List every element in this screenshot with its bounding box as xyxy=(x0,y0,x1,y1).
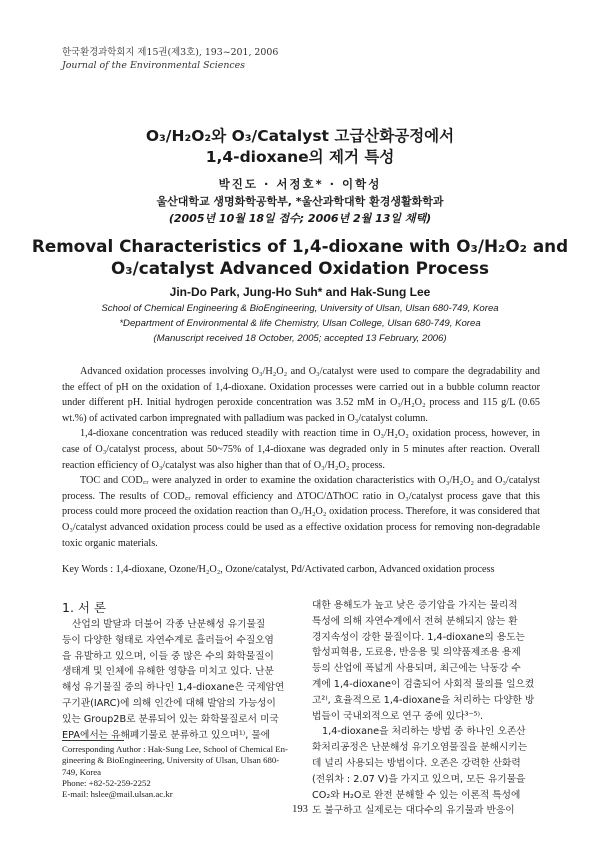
body-line: 1,4-dioxane을 처리하는 방법 중 하나인 오존산 xyxy=(322,726,526,738)
abstract-paragraph-3: TOC and COD꜀ᵣ were analyzed in order to examine the oxidation characteristics with O₃/H₂O₂ and O₃/catalyst process. The results of COD꜀ᵣ removal efficiency and ΔTOC/ΔThOC ratio in O₃/catalyst process gave that this process could more proceed the oxidation reaction than O₃/H₂O₂ oxidation process. Therefore, it was considered that O₃/catalyst advanced oxidation process could be used as a effective oxidation process for removing non-degradable toxic organic materials. xyxy=(62,475,540,549)
body-line: 을 유발하고 있으며, 이들 중 많은 수의 화학물질이 xyxy=(62,650,274,662)
title-en-line1: Removal Characteristics of 1,4-dioxane with O₃/H₂O₂ and xyxy=(31,236,569,256)
body-line: 계에 1,4-dioxane이 검출되어 사회적 물의를 일으켰 xyxy=(312,678,535,690)
body-line: 화처리공정은 난분해성 유기오염물질을 분해시키는 xyxy=(312,742,528,754)
body-line: 데 널리 사용되는 방법이다. 오존은 강력한 산화력 xyxy=(312,757,521,769)
keywords: Key Words : 1,4-dioxane, Ozone/H₂O₂, Ozone/catalyst, Pd/Activated carbon, Advanced oxidation process xyxy=(62,564,495,575)
body-line: 있는 Group2B로 분류되어 있는 화학물질로서 미국 xyxy=(62,713,279,725)
body-line: 등의 산업에 폭넓게 사용되며, 최근에는 낙동강 수 xyxy=(312,663,521,675)
dates-ko: (2005년 10월 18일 접수; 2006년 2월 13일 채택) xyxy=(168,212,432,225)
body-line: 생태계 및 인체에 유해한 영향을 미치고 있다. 난분 xyxy=(62,666,274,678)
body-column-right xyxy=(312,598,542,819)
body-line: EPA에서는 유해폐기물로 분류하고 있으며¹⁾, 물에 xyxy=(62,729,271,741)
body-line: 법들이 국내외적으로 연구 중에 있다³⁻⁵⁾. xyxy=(312,710,484,722)
abstract-paragraph-1: Advanced oxidation processes involving O₃/H₂O₂ and O₃/catalyst were used to compare the degradability and the effect of pH on the oxidation of 1,4-dioxane. Oxidation processes were carried out in a bubble column reactor under different pH. Initial hydrogen peroxide concentration was 3.52 mM in O₃/H₂O₂ process and 115 g/L (0.65 wt.%) of activated carbon impregnated with palladium was packed in O₃/catalyst column. xyxy=(62,366,540,424)
title-ko-line2: 1,4-dioxane의 제거 특성 xyxy=(205,148,395,166)
body-line: 특성에 의해 자연수계에서 전혀 분해되지 않는 환 xyxy=(312,615,518,627)
authors-ko: 박진도 · 서정호* · 이학성 xyxy=(218,177,382,191)
title-en-line2: O₃/catalyst Advanced Oxidation Process xyxy=(111,258,489,278)
body-line: 경지속성이 강한 물질이다. 1,4-dioxane의 용도는 xyxy=(312,631,525,643)
body-line: 구기관(IARC)에 의해 인간에 대해 발암의 가능성이 xyxy=(62,697,276,709)
title-ko-line1: O₃/H₂O₂와 O₃/Catalyst 고급산화공정에서 xyxy=(145,127,455,145)
footnote-divider xyxy=(62,740,124,741)
manuscript-dates: (Manuscript received 18 October, 2005; accepted 13 February, 2006) xyxy=(153,333,447,344)
page-number: 193 xyxy=(292,804,308,815)
body-line: CO₂와 H₂O로 완전 분해할 수 있는 이론적 특성에 xyxy=(312,789,521,801)
body-line: (전위차 : 2.07 V)을 가지고 있으며, 모든 유기물을 xyxy=(312,773,526,785)
journal-citation: 한국환경과학회지 제15권(제3호), 193~201, 2006 xyxy=(62,47,279,58)
body-line: 등이 다양한 형태로 자연수계로 흘러들어 수질오염 xyxy=(62,634,274,646)
body-column-left xyxy=(62,617,292,743)
abstract xyxy=(62,364,540,551)
body-line: 해성 유기물질 중의 하나인 1,4-dioxane은 국제암연 xyxy=(62,682,285,694)
affiliation-en-2: *Department of Environmental & life Chemistry, Ulsan College, Ulsan 680-749, Korea xyxy=(119,318,481,329)
authors-en: Jin-Do Park, Jung-Ho Suh* and Hak-Sung Lee xyxy=(169,285,431,299)
body-line: 도 불구하고 실제로는 대다수의 유기물과 반응이 xyxy=(312,805,515,817)
corresponding-author-footnote: Corresponding Author : Hak-Sung Lee, School of Chemical En- gineering & BioEngineering, University of Ulsan, Ulsan 680- 749, Korea Phone: +82-52-259-2252 E-mail: hslee@mail.ulsan.ac.kr xyxy=(62,744,288,800)
body-line: 고²⁾, 효율적으로 1,4-dioxane을 처리하는 다양한 방 xyxy=(312,694,535,706)
journal-name: Journal of the Environmental Sciences xyxy=(62,60,245,71)
affiliation-en-1: School of Chemical Engineering & BioEngineering, University of Ulsan, Ulsan 680-749, Korea xyxy=(101,303,499,314)
body-line: 합성피혁용, 도료용, 반응용 및 의약품제조용 용제 xyxy=(312,647,521,659)
section-heading-introduction: 1. 서 론 xyxy=(62,600,107,615)
journal-header xyxy=(62,46,278,72)
abstract-paragraph-2: 1,4-dioxane concentration was reduced steadily with reaction time in O₃/H₂O₂ oxidation process, however, in case of O₃/catalyst process, about 50~75% of 1,4-dioxane was degraded only in 5 minutes after reaction. Overall reaction efficiency of O₃/catalyst was also higher than that of O₃/H₂O₂ process. xyxy=(62,428,540,471)
body-line: 산업의 발달과 더불어 각종 난분해성 유기물질 xyxy=(72,619,266,630)
body-line: 대한 용해도가 높고 낮은 증기압을 가지는 물리적 xyxy=(312,600,518,611)
affiliation-ko: 울산대학교 생명화학공학부, *울산과학대학 환경생활화학과 xyxy=(156,195,444,208)
